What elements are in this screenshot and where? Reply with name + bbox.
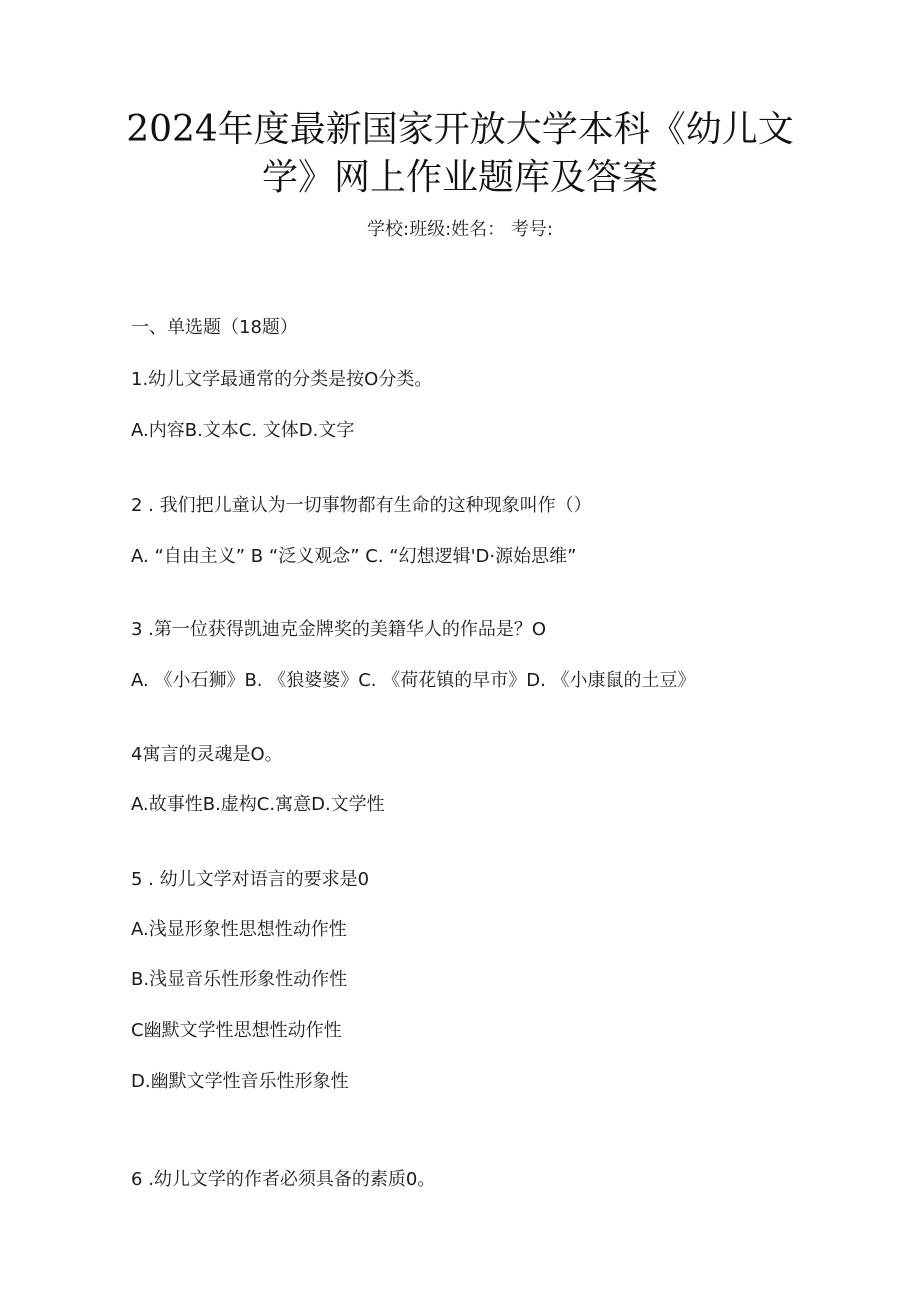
question-4-options: A.故事性B.虚构C.寓意D.文学性 <box>131 794 385 815</box>
question-5-option-d: D.幽默文学性音乐性形象性 <box>131 1071 349 1092</box>
question-5-stem: 5 . 幼儿文学对语言的要求是0 <box>131 869 370 890</box>
question-2-options: A. “自由主义” B “泛义观念” C. “幻想逻辑'D·源始思维” <box>131 546 577 567</box>
question-1-options: A.内容B.文本C. 文体D.文字 <box>131 420 355 441</box>
student-info-line: 学校:班级:姓名： 考号: <box>367 219 553 240</box>
question-3-options: A. 《小石狮》B. 《狼婆婆》C. 《荷花镇的早市》D. 《小康鼠的土豆》 <box>131 670 696 691</box>
question-1-stem: 1.幼儿文学最通常的分类是按O分类。 <box>131 369 433 390</box>
document-title-line-2: 学》网上作业题库及答案 <box>261 157 658 198</box>
document-title-line-1: 2024年度最新国家开放大学本科《幼儿文 <box>126 109 794 150</box>
question-2-stem: 2 . 我们把儿童认为一切事物都有生命的这种现象叫作（） <box>131 495 592 516</box>
question-3-stem: 3 .第一位获得凯迪克金牌奖的美籍华人的作品是？O <box>131 619 547 640</box>
question-4-stem: 4寓言的灵魂是O。 <box>131 744 283 765</box>
question-6-stem: 6 .幼儿文学的作者必须具备的素质0。 <box>131 1169 436 1190</box>
section-heading: 一、单选题（18题） <box>131 317 298 338</box>
question-5-option-c: C幽默文学性思想性动作性 <box>131 1020 342 1041</box>
question-5-option-b: B.浅显音乐性形象性动作性 <box>131 969 348 990</box>
question-5-option-a: A.浅显形象性思想性动作性 <box>131 919 347 940</box>
